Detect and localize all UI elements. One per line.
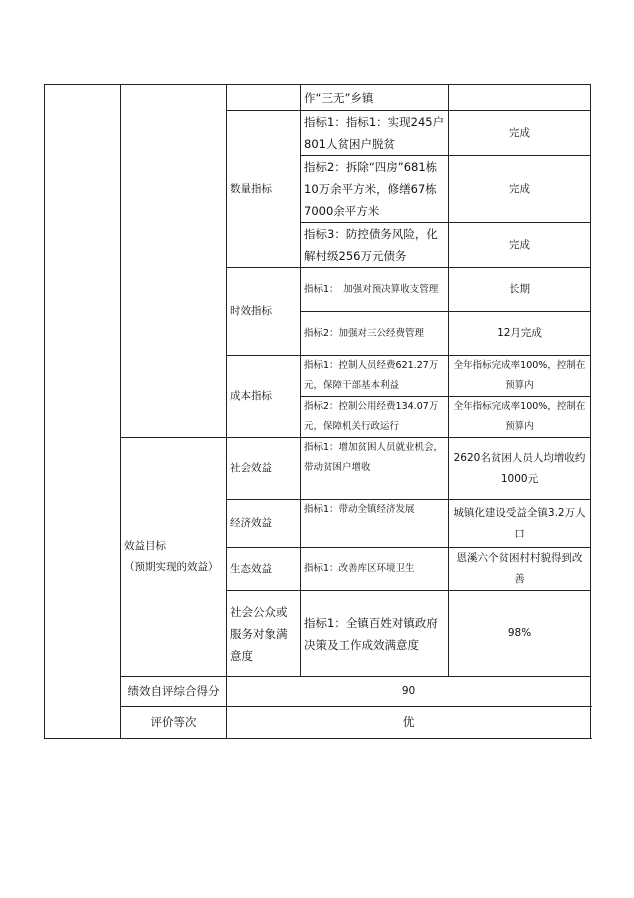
performance-table (44, 84, 591, 739)
indicator-cell: 指标1：控制人员经费621.27万元，保障干部基本利益 (301, 356, 449, 397)
value-cell: 完成 (449, 111, 591, 156)
indicator-cell: 指标3：防控债务风险，化解村级256万元债务 (301, 223, 449, 268)
quantity-indicator-label: 数量指标 (227, 111, 301, 268)
indicator-cell: 指标1：带动全镇经济发展 (301, 500, 449, 548)
value-cell: 全年指标完成率100%，控制在预算内 (449, 356, 591, 397)
benefit-goal-label: 效益目标 （预期实现的效益） (121, 438, 227, 677)
score-value: 90 (227, 677, 591, 707)
value-cell: 98% (449, 591, 591, 677)
ecological-benefit-label: 生态效益 (227, 548, 301, 591)
grade-value: 优 (227, 707, 591, 739)
indicator-cell: 指标2：拆除“四房”681栋10万余平方米，修缮67栋7000余平方米 (301, 156, 449, 223)
value-cell: 城镇化建设受益全镇3.2万人口 (449, 500, 591, 548)
level1-cell (45, 85, 121, 739)
grade-label: 评价等次 (121, 707, 227, 739)
value-cell (449, 85, 591, 111)
indicator-cell: 指标1： 加强对预决算收支管理 (301, 268, 449, 312)
level3-empty-cell (227, 85, 301, 111)
indicator-cell: 指标2：加强对三公经费管理 (301, 312, 449, 356)
value-cell: 完成 (449, 156, 591, 223)
social-benefit-label: 社会效益 (227, 438, 301, 500)
satisfaction-label: 社会公众或服务对象满意度 (227, 591, 301, 677)
level2-output-cell (121, 85, 227, 438)
score-label: 绩效自评综合得分 (121, 677, 227, 707)
value-cell: 完成 (449, 223, 591, 268)
indicator-cell: 指标1：全镇百姓对镇政府决策及工作成效满意度 (301, 591, 449, 677)
value-cell: 2620名贫困人员人均增收约1000元 (449, 438, 591, 500)
indicator-cell: 指标1：指标1：实现245户801人贫困户脱贫 (301, 111, 449, 156)
indicator-cell: 指标2：控制公用经费134.07万元，保障机关行政运行 (301, 397, 449, 438)
value-cell: 长期 (449, 268, 591, 312)
value-cell: 全年指标完成率100%，控制在预算内 (449, 397, 591, 438)
value-cell: 恩溪六个贫困村村貌得到改善 (449, 548, 591, 591)
economic-benefit-label: 经济效益 (227, 500, 301, 548)
indicator-cell: 作“三无”乡镇 (301, 85, 449, 111)
timeliness-indicator-label: 时效指标 (227, 268, 301, 356)
value-cell: 12月完成 (449, 312, 591, 356)
cost-indicator-label: 成本指标 (227, 356, 301, 438)
indicator-cell: 指标1：改善库区环境卫生 (301, 548, 449, 591)
indicator-cell: 指标1：增加贫困人员就业机会，带动贫困户增收 (301, 438, 449, 500)
